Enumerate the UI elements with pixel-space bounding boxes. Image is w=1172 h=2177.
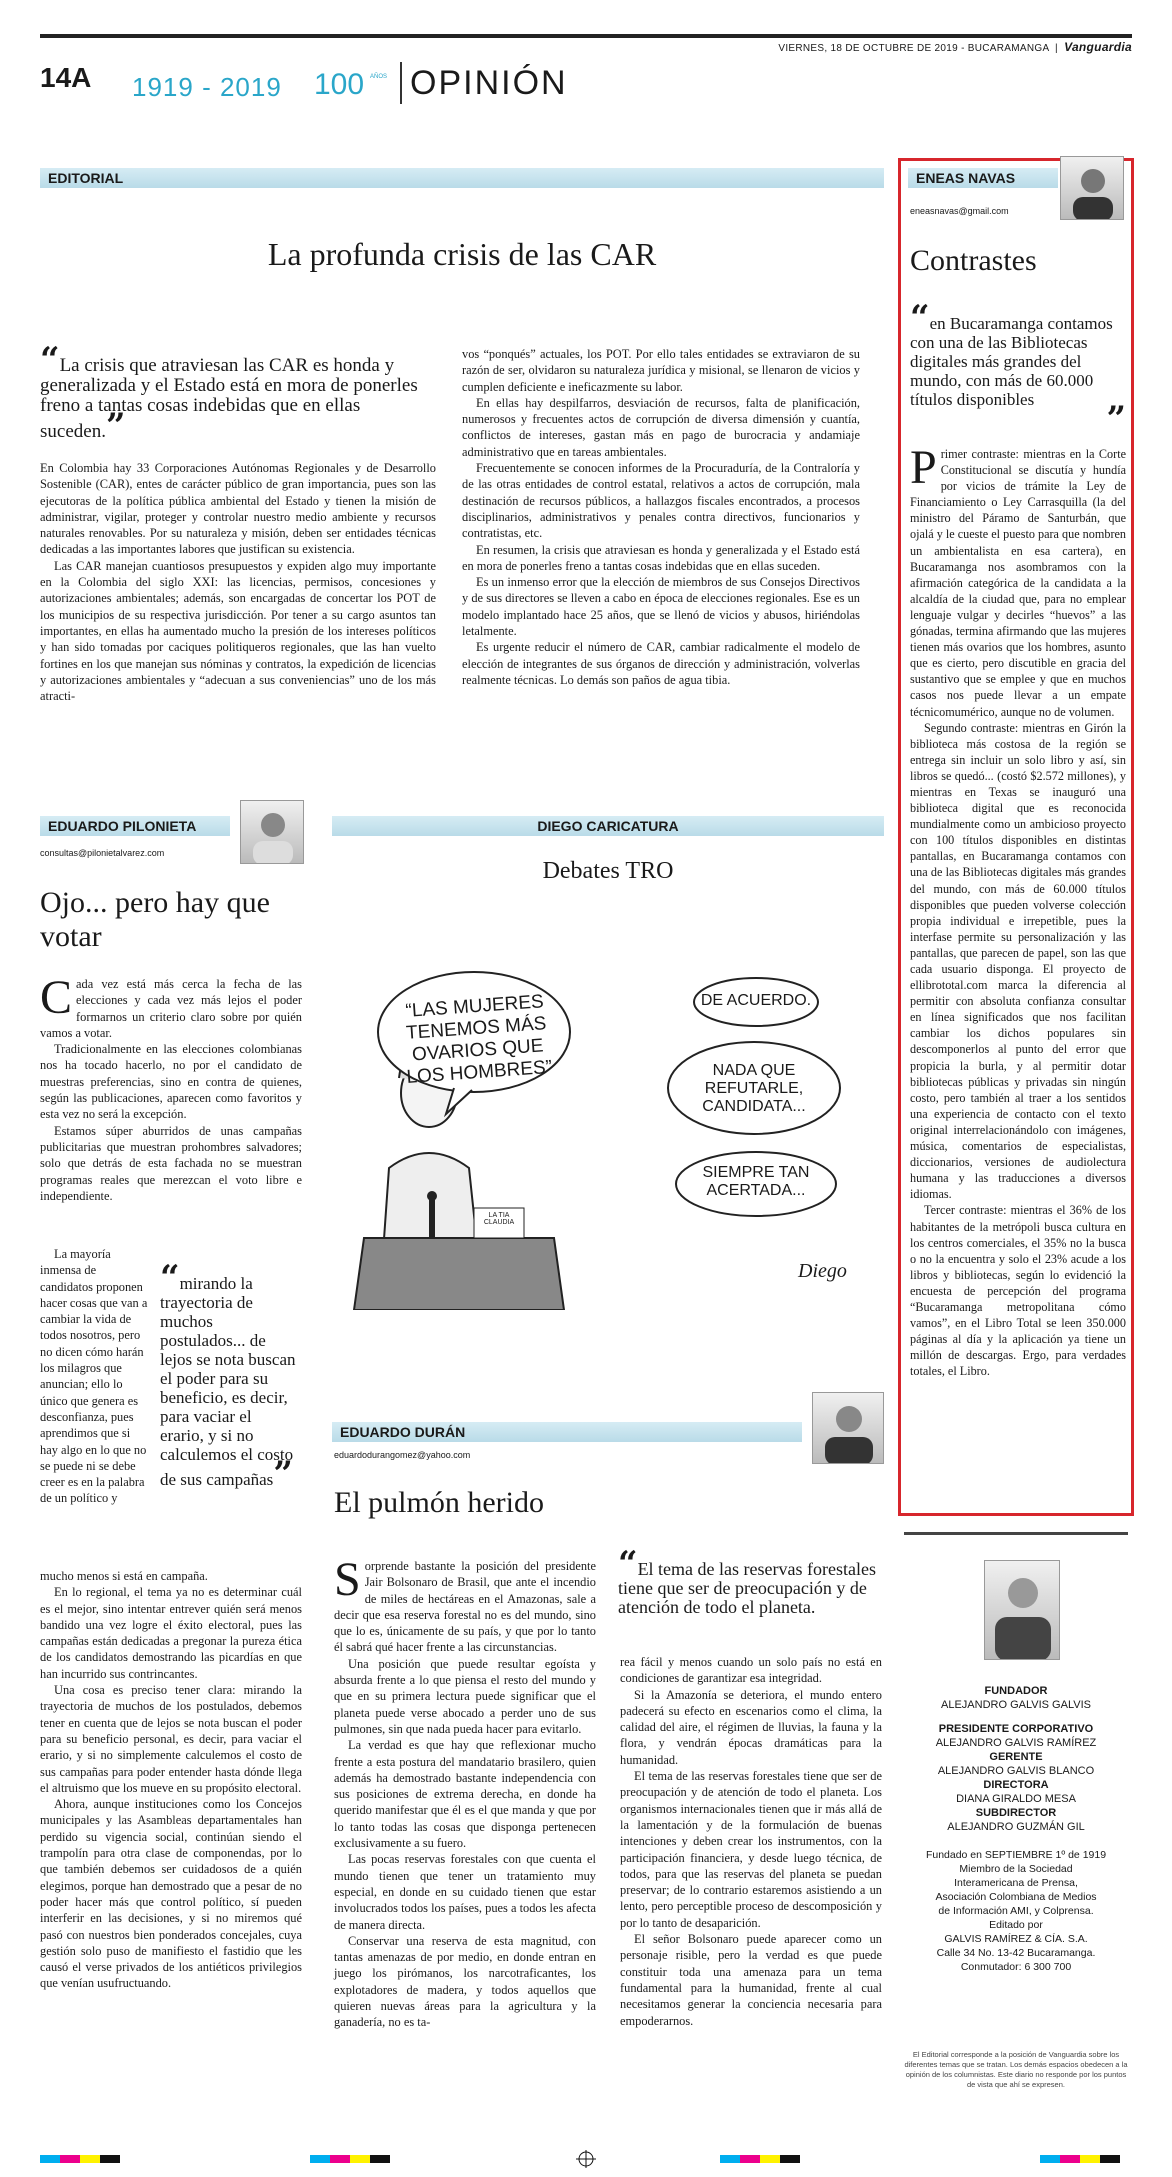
caricatura-title: Debates TRO <box>542 858 674 884</box>
navas-body <box>910 441 1126 1379</box>
paragraph: Las pocas reservas forestales con que cuenta el mundo tienen que tener un tratamiento muy especial, en donde en su cuidado tienen que estar involucrados todos los países, pues a todos les afecta de manera directa. <box>334 1852 596 1932</box>
paragraph: Frecuentemente se conocen informes de la Procuraduría, de la Contraloría y de las otras entidades de control estatal, relativos a actos de corrupción, mala destinación de recursos públicos, a hallazgos fiscales encontrados, a procesos disciplinarios, administrativos y penales contra directivos, funcionarios y contratistas, etc. <box>462 461 860 541</box>
duran-label: EDUARDO DURÁN <box>340 1424 466 1440</box>
paragraph: En ellas hay despilfarros, desviación de recursos, falta de planificación, numerosos y frecuentes actos de corrupción de diversa dimensión y cuantía, conflictos de intereses, gastan más en pago de burocracia y andamiaje administrativo que en tareas ambientales. <box>462 395 860 459</box>
anniversary-logo-number: 100 <box>314 68 365 100</box>
paragraph: Tercer contraste: mientras el 36% de los habitantes de la metrópoli busca cultura en los centros comerciales, el 35% no la busca o no la encuentra y solo el 23% acude a los libros y bibliotecas, según lo evidenció la encuesta de percepción del programa “Bucaramanga metropolitana cómo vamos”, en el Libro Total se leen 350.000 páginas al día y la aplicación ya tiene un millón de descargas. Ergo, para verdades totales, el Libro. <box>910 1203 1126 1379</box>
cartoon-signature: Diego <box>798 1260 847 1282</box>
paragraph: Si la Amazonía se deteriora, el mundo entero padecerá su efecto en escenarios como el clima, la calidad del aire, el régimen de lluvias, la fauna y la flora, y vendrán épocas dramáticas para la humanidad. <box>620 1687 882 1767</box>
section-title: OPINIÓN <box>410 64 568 102</box>
anniversary-years: 1919 - 2019 <box>132 72 282 102</box>
masthead <box>904 1684 1128 1974</box>
paragraph: Una posición que puede resultar egoísta y absurda frente a lo que piensa el resto del mundo y que en su primera lectura puede significar que el planeta puede verse abocado a perder uno de sus pulmones, sin que nada pueda hacer para evitarlo. <box>334 1656 596 1736</box>
cartoon-badge: LA TIA CLAUDIA <box>483 1212 515 1226</box>
founded-line: Fundado en SEPTIEMBRE 1º de 1919 <box>925 1849 1107 1861</box>
duran-dropcap: S <box>334 1553 361 1606</box>
dateline: VIERNES, 18 DE OCTUBRE DE 2019 - BUCARAMANGA | Vanguardia <box>778 40 1132 54</box>
open-quote-icon: “ <box>910 298 930 338</box>
paragraph: mucho menos si está en campaña. <box>40 1569 208 1583</box>
navas-email: eneasnavas@gmail.com <box>910 206 1009 216</box>
open-quote-icon: “ <box>618 1544 638 1584</box>
navas-dropcap: P <box>910 441 937 494</box>
duran-column-1 <box>334 1553 596 2031</box>
brand-name: Vanguardia <box>1064 40 1132 54</box>
paragraph: Una cosa es preciso tener clara: mirando la trayectoria de muchos de los postulados, debemos tener en cuenta que de lejos se nota buscan el poder para su beneficio personal, es decir, para vaciar el erario, y si no simplemente calculemos el costo de sus campañas para poder entender hasta dónde llega el altruismo que los mueve en su propósito electoral. <box>40 1683 302 1795</box>
pilonieta-headline: Ojo... pero hay que votar <box>40 886 270 953</box>
paragraph: rimer contraste: mientras en la Corte Constitucional se discutía y hundía por vicios de trámite la Ley de Financiamiento o Ley Carrasquilla (la del ministro del Páramo de Santurbán, que ojalá y le cueste el puesto para que nombren un ambientalista en esa cartera), en Bucaramanga nos asombramos con la afirmación categórica de la candidata a la alcaldía de la ciudad que, para no emplear lenguaje vulgar y decirles “huevos” a las gónadas, termina afirmando que las mujeres tienen más ovarios que los hombres, asunto que es cierto, pero discutible en gracia del sustantivo que se emplee y que en muchos casos nos puede llevar a un empate técnicomumérico, aunque no de volumen. <box>910 447 1126 719</box>
paragraph: En resumen, la crisis que atraviesan es honda y generalizada y el Estado está en mora de ponerles freno a tantas cosas indebidas que en ellas suceden. <box>462 542 860 573</box>
portrait-icon <box>985 1561 1060 1660</box>
editorial-pullquote: “La crisis que atraviesan las CAR es honda y generalizada y el Estado está en mora de ponerles freno a tantas cosas indebidas que en ellas suceden.” <box>40 340 418 446</box>
director-title: DIRECTORA <box>983 1779 1049 1791</box>
duran-headline: El pulmón herido <box>334 1486 544 1519</box>
paragraph: Ahora, aunque instituciones como los Concejos municipales y las Asambleas departamentales han perdido su vigencia social, continúan siendo el trampolín para otra clase de componendas, por lo que también debemos ser cuidadosos de a quién elegimos, porque han demostrado que a pesar de no poder hacer más que control político, sí pueden interferir en las decisiones, y si no miremos qué pasó con nuestros bien ponderados concejales, cuya gestión solo puso de manifiesto el fastidio que les causó el verse privados de los antiéticos privilegios que venían usufructuando. <box>40 1797 302 1991</box>
duran-pullquote: “El tema de las reservas forestales tiene que ser de preocupación y de atención de todo el planeta. <box>618 1544 876 1617</box>
page-number: 14A <box>40 62 92 93</box>
caricatura-label: DIEGO CARICATURA <box>537 818 679 834</box>
paragraph: El tema de las reservas forestales tiene que ser de preocupación y de atención de todo el planeta. Los organismos internacionales tienen que ir más allá de la lamentación y de la formulación de buenas intenciones y deben crear los instrumentos, con la participación financiera, y desde luego técnica, de todos, para que las reservas del planeta se puedan preservar; de lo contrario estaremos asistiendo a un lento, pero perceptible proceso de descomposición y por lo tanto de desaparición. <box>620 1769 882 1930</box>
duran-email: eduardodurangomez@yahoo.com <box>334 1450 471 1460</box>
member-line: Miembro de la Sociedad <box>959 1863 1073 1875</box>
pilonieta-label: EDUARDO PILONIETA <box>48 818 197 834</box>
close-quote-icon: ” <box>273 1454 293 1494</box>
close-quote-icon: ” <box>105 406 126 446</box>
navas-headline: Contrastes <box>910 244 1037 277</box>
founder-title: FUNDADOR <box>984 1685 1048 1697</box>
pilonieta-band <box>40 816 230 836</box>
navas-pullquote: “en Bucaramanga contamos con una de las Bibliotecas digitales más grandes del mundo, con más de 60.000 títulos disponibles ” <box>910 298 1126 439</box>
navas-band <box>908 168 1058 188</box>
paragraph: orprende bastante la posición del presidente Jair Bolsonaro de Brasil, que ante el incendio de miles de hectáreas en el Amazonas, sale a decir que esa reserva forestal no es del mundo, sino que lo es, únicamente de su país, y que por lo tanto él sabrá qué hacer frente a las circunstancias. <box>334 1559 596 1655</box>
duran-column-2 <box>620 1654 882 2029</box>
paragraph: rea fácil y menos cuando un solo país no está en condiciones de garantizar esa integridad. <box>620 1655 882 1686</box>
paragraph: Conservar una reserva de esta magnitud, con tantas amenazas de por medio, en donde entran en juego los pirómanos, los narcotraficantes, los explotadores de madera, y todos aquellos que quieren nuevas áreas para la agricultura y la ganadería, no es ta- <box>334 1933 596 2030</box>
paragraph: Las CAR manejan cuantiosos presupuestos y expiden algo muy importante en la Colombia del siglo XXI: las licencias, permisos, concesiones y autorizaciones ambientales; además, son encargadas de concertar los POT de los municipios de su respectiva jurisdicción. Por tener a su cargo asuntos tan importantes, en ellas ha aumentado mucho la presión de los intereses políticos y han sido tomadas por caciques politiqueros regionales, que las han vuelto fortines en los que manejan sus nóminas y contratos, la expedición de licencias y autorizaciones ambientales y “adecuan a sus conveniencias” uno de los más atracti- <box>40 558 436 704</box>
anniversary-logo <box>312 64 392 100</box>
masthead-rule <box>904 1532 1128 1535</box>
editorial-headline: La profunda crisis de las CAR <box>267 236 657 272</box>
subdirector-name: ALEJANDRO GUZMÁN GIL <box>947 1821 1085 1833</box>
duran-band <box>332 1422 802 1442</box>
paragraph: Estamos súper aburridos de unas campañas publicitarias que muestran prohombres salvadores; solo que detrás de esta fachada no se muestran programas reales que merezcan el voto libre e independiente. <box>40 1123 302 1203</box>
manager-name: ALEJANDRO GALVIS BLANCO <box>937 1765 1095 1777</box>
anniversary-logo-sub: AÑOS <box>370 74 388 80</box>
member-line: Interamericana de Prensa, <box>954 1877 1078 1889</box>
member-line: Asociación Colombiana de Medios <box>935 1891 1097 1903</box>
paragraph: La mayoría inmensa de candidatos proponen hacer cosas que van a cambiar la vida de todos nosotros, pero no dicen cómo harán los milagros que anuncian; ello lo único que genera es desconfianza, pues aprendimos que si hay algo en lo que no se puede ni se debe creer es en la palabra de un político y <box>40 1247 148 1506</box>
pilonieta-photo <box>240 800 304 864</box>
founder-name: ALEJANDRO GALVIS GALVIS <box>941 1699 1091 1711</box>
editorial-label: EDITORIAL <box>48 170 124 186</box>
editorial-column-1 <box>40 460 436 704</box>
manager-title: GERENTE <box>989 1751 1043 1763</box>
pilonieta-narrow-column <box>40 1246 150 1507</box>
cartoon-bubble-3: SIEMPRE TAN ACERTADA... <box>702 1164 810 1199</box>
address-line: Calle 34 No. 13-42 Bucaramanga. <box>936 1947 1096 1959</box>
cartoon-bubble-2: NADA QUE REFUTARLE, CANDIDATA... <box>702 1062 806 1115</box>
paragraph: Es un inmenso error que la elección de miembros de sus Consejos Directivos y de sus directores se lleven a cabo en época de elecciones regionales. Ese es un modelo implantado hace 25 años, que se llenó de vicios y abusos, hiriéndolas letalmente. <box>462 575 860 639</box>
caricatura-band <box>332 816 884 836</box>
portrait-icon <box>1061 157 1124 220</box>
edited-line: Editado por <box>989 1919 1043 1931</box>
editorial-band <box>40 168 884 188</box>
paragraph: ada vez está más cerca la fecha de las elecciones y cada vez más lejos el poder formarnos un criterio claro sobre por quién vamos a votar. <box>40 977 302 1040</box>
paragraph: En Colombia hay 33 Corporaciones Autónomas Regionales y de Desarrollo Sostenible (CAR), entes de carácter público de gran importancia, pues son las ejecutoras de la política pública ambiental del Estado y tienen la misión de administrar, vigilar, proteger y controlar nuestro medio ambiente y recursos naturales renovables. Por su naturaleza y misión, deben ser entidades técnicas dedicadas a las importantes labores que justifican su existencia. <box>40 461 436 557</box>
paragraph: El señor Bolsonaro puede aparecer como un personaje risible, pero la verdad es que puede constituir toda una amenaza para un tema fundamental para la humanidad, frente al cual necesitamos generar la conciencia necesaria para empoderarnos. <box>620 1932 882 2028</box>
open-quote-icon: “ <box>160 1258 180 1298</box>
paragraph: Es urgente reducir el número de CAR, cambiar radicalmente el modelo de elección de integrantes de sus órganos de dirección y administración, volverlas realmente técnicas. Lo demás son paños de agua tibia. <box>462 640 860 687</box>
pilonieta-body <box>40 1568 302 1992</box>
pilonieta-pullquote: “mirando la trayectoria de muchos postulados... de lejos se nota buscan el poder para su beneficio, es decir, para vaciar el erario, y si no calculemos el costo de sus campañas” <box>160 1258 296 1494</box>
portrait-icon <box>241 801 304 864</box>
header-divider <box>400 62 402 104</box>
paragraph: Tradicionalmente en las elecciones colombianas nos ha tocado hacerlo, no por el candidato de muestras preferencias, sino en contra de quienes, según las publicaciones, aparecen como favoritos y esta vez no será la excepción. <box>40 1042 302 1122</box>
navas-photo <box>1060 156 1124 220</box>
open-quote-icon: “ <box>40 340 60 380</box>
phone-line: Conmutador: 6 300 700 <box>960 1961 1072 1973</box>
cartoon-main-bubble: “LAS MUJERES TENEMOS MÁS OVARIOS QUE LOS HOMBRES” <box>404 991 553 1088</box>
founder-portrait <box>984 1560 1060 1660</box>
paragraph: vos “ponqués” actuales, los POT. Por ello tales entidades se extraviaron de su razón de ser, olvidaron su naturaleza jurídica y misional, se llenaron de vicios y cumplen deficiente e ineficazmente su labor. <box>462 347 860 394</box>
paragraph: En lo regional, el tema ya no es determinar cuál es el mejor, sino intentar entrever quién será menos bandido una vez logre el éxito electoral, pues las campañas están dedicadas a pregonar la pureza ética de los candidatos demostrando las picardías en que han incurrido sus contrincantes. <box>40 1585 302 1681</box>
close-quote-icon: ” <box>1106 399 1126 439</box>
pilonieta-dropcap: C <box>40 971 73 1024</box>
member-line: de Información AMI, y Colprensa. <box>938 1905 1094 1917</box>
pilonieta-email: consultas@pilonietalvarez.com <box>40 848 165 858</box>
publisher-line: GALVIS RAMÍREZ & CÍA. S.A. <box>944 1933 1088 1945</box>
president-name: ALEJANDRO GALVIS RAMÍREZ <box>935 1737 1097 1749</box>
president-title: PRESIDENTE CORPORATIVO <box>938 1723 1094 1735</box>
paragraph: La verdad es que hay que reflexionar mucho frente a esta postura del mandatario brasilero, quien además ha demostrado bastante independencia con sus posiciones de extrema derecha, en donde ha querido manifestar que él es el que manda y que por lo tanto todas las cosas que disponga pertenecen exclusivamente a su fuero. <box>334 1738 596 1851</box>
portrait-icon <box>813 1393 884 1464</box>
cartoon <box>334 938 884 1310</box>
registration-marks <box>0 2150 1172 2170</box>
duran-photo <box>812 1392 884 1464</box>
cartoon-bubble-1: DE ACUERDO. <box>700 992 812 1009</box>
pilonieta-intro <box>40 971 302 1204</box>
navas-label: ENEAS NAVAS <box>916 170 1016 186</box>
masthead-disclaimer: El Editorial corresponde a la posición de Vanguardia sobre los diferentes temas que se tratan. Los demás espacios obedecen a la opinión de los columnistas. Este diario no responde por los puntos de vista que ahí se expresen. <box>904 2050 1128 2089</box>
print-color-bar <box>0 2150 1172 2170</box>
top-rule <box>40 34 1132 38</box>
subdirector-title: SUBDIRECTOR <box>975 1807 1057 1819</box>
editorial-column-2 <box>462 346 860 688</box>
director-name: DIANA GIRALDO MESA <box>956 1793 1076 1805</box>
paragraph: Segundo contraste: mientras en Girón la biblioteca más costosa de la región se entrega sin incluir un solo libro y así, sin libros se quedó... (costó $2.572 millones), y mientras en Texas se inauguró una biblioteca digital que es reconocida mundialmente como un ambicioso proyecto con 100 títulos disponibles en distintas pantallas, en Bucaramanga contamos con una de las Bibliotecas digitales más grandes del mundo, con más de 60.000 títulos disponibles que pueden volverse colección propia individual e irrepetible, pues la interfase permite su personalización y las pantallas, que parecen de papel, son las que cada usuario disponga. El proyecto de ellibrototal.com marca la diferencia al permitir con absoluta confianza consultar en línea significados que nos facilitan cambiar los dichos populares sin descomponerlos al punto del error que propicia la burla, y al permitir dotar bibliotecas públicas y privadas sin ningún costo, pero también al traer a los sentidos una experiencia de contacto con el texto original interrelacionándolo con imágenes, música, comentarios de especialistas, diccionarios, versiones de audiolectura humana y las traducciones a diversos idiomas. <box>910 720 1126 1202</box>
